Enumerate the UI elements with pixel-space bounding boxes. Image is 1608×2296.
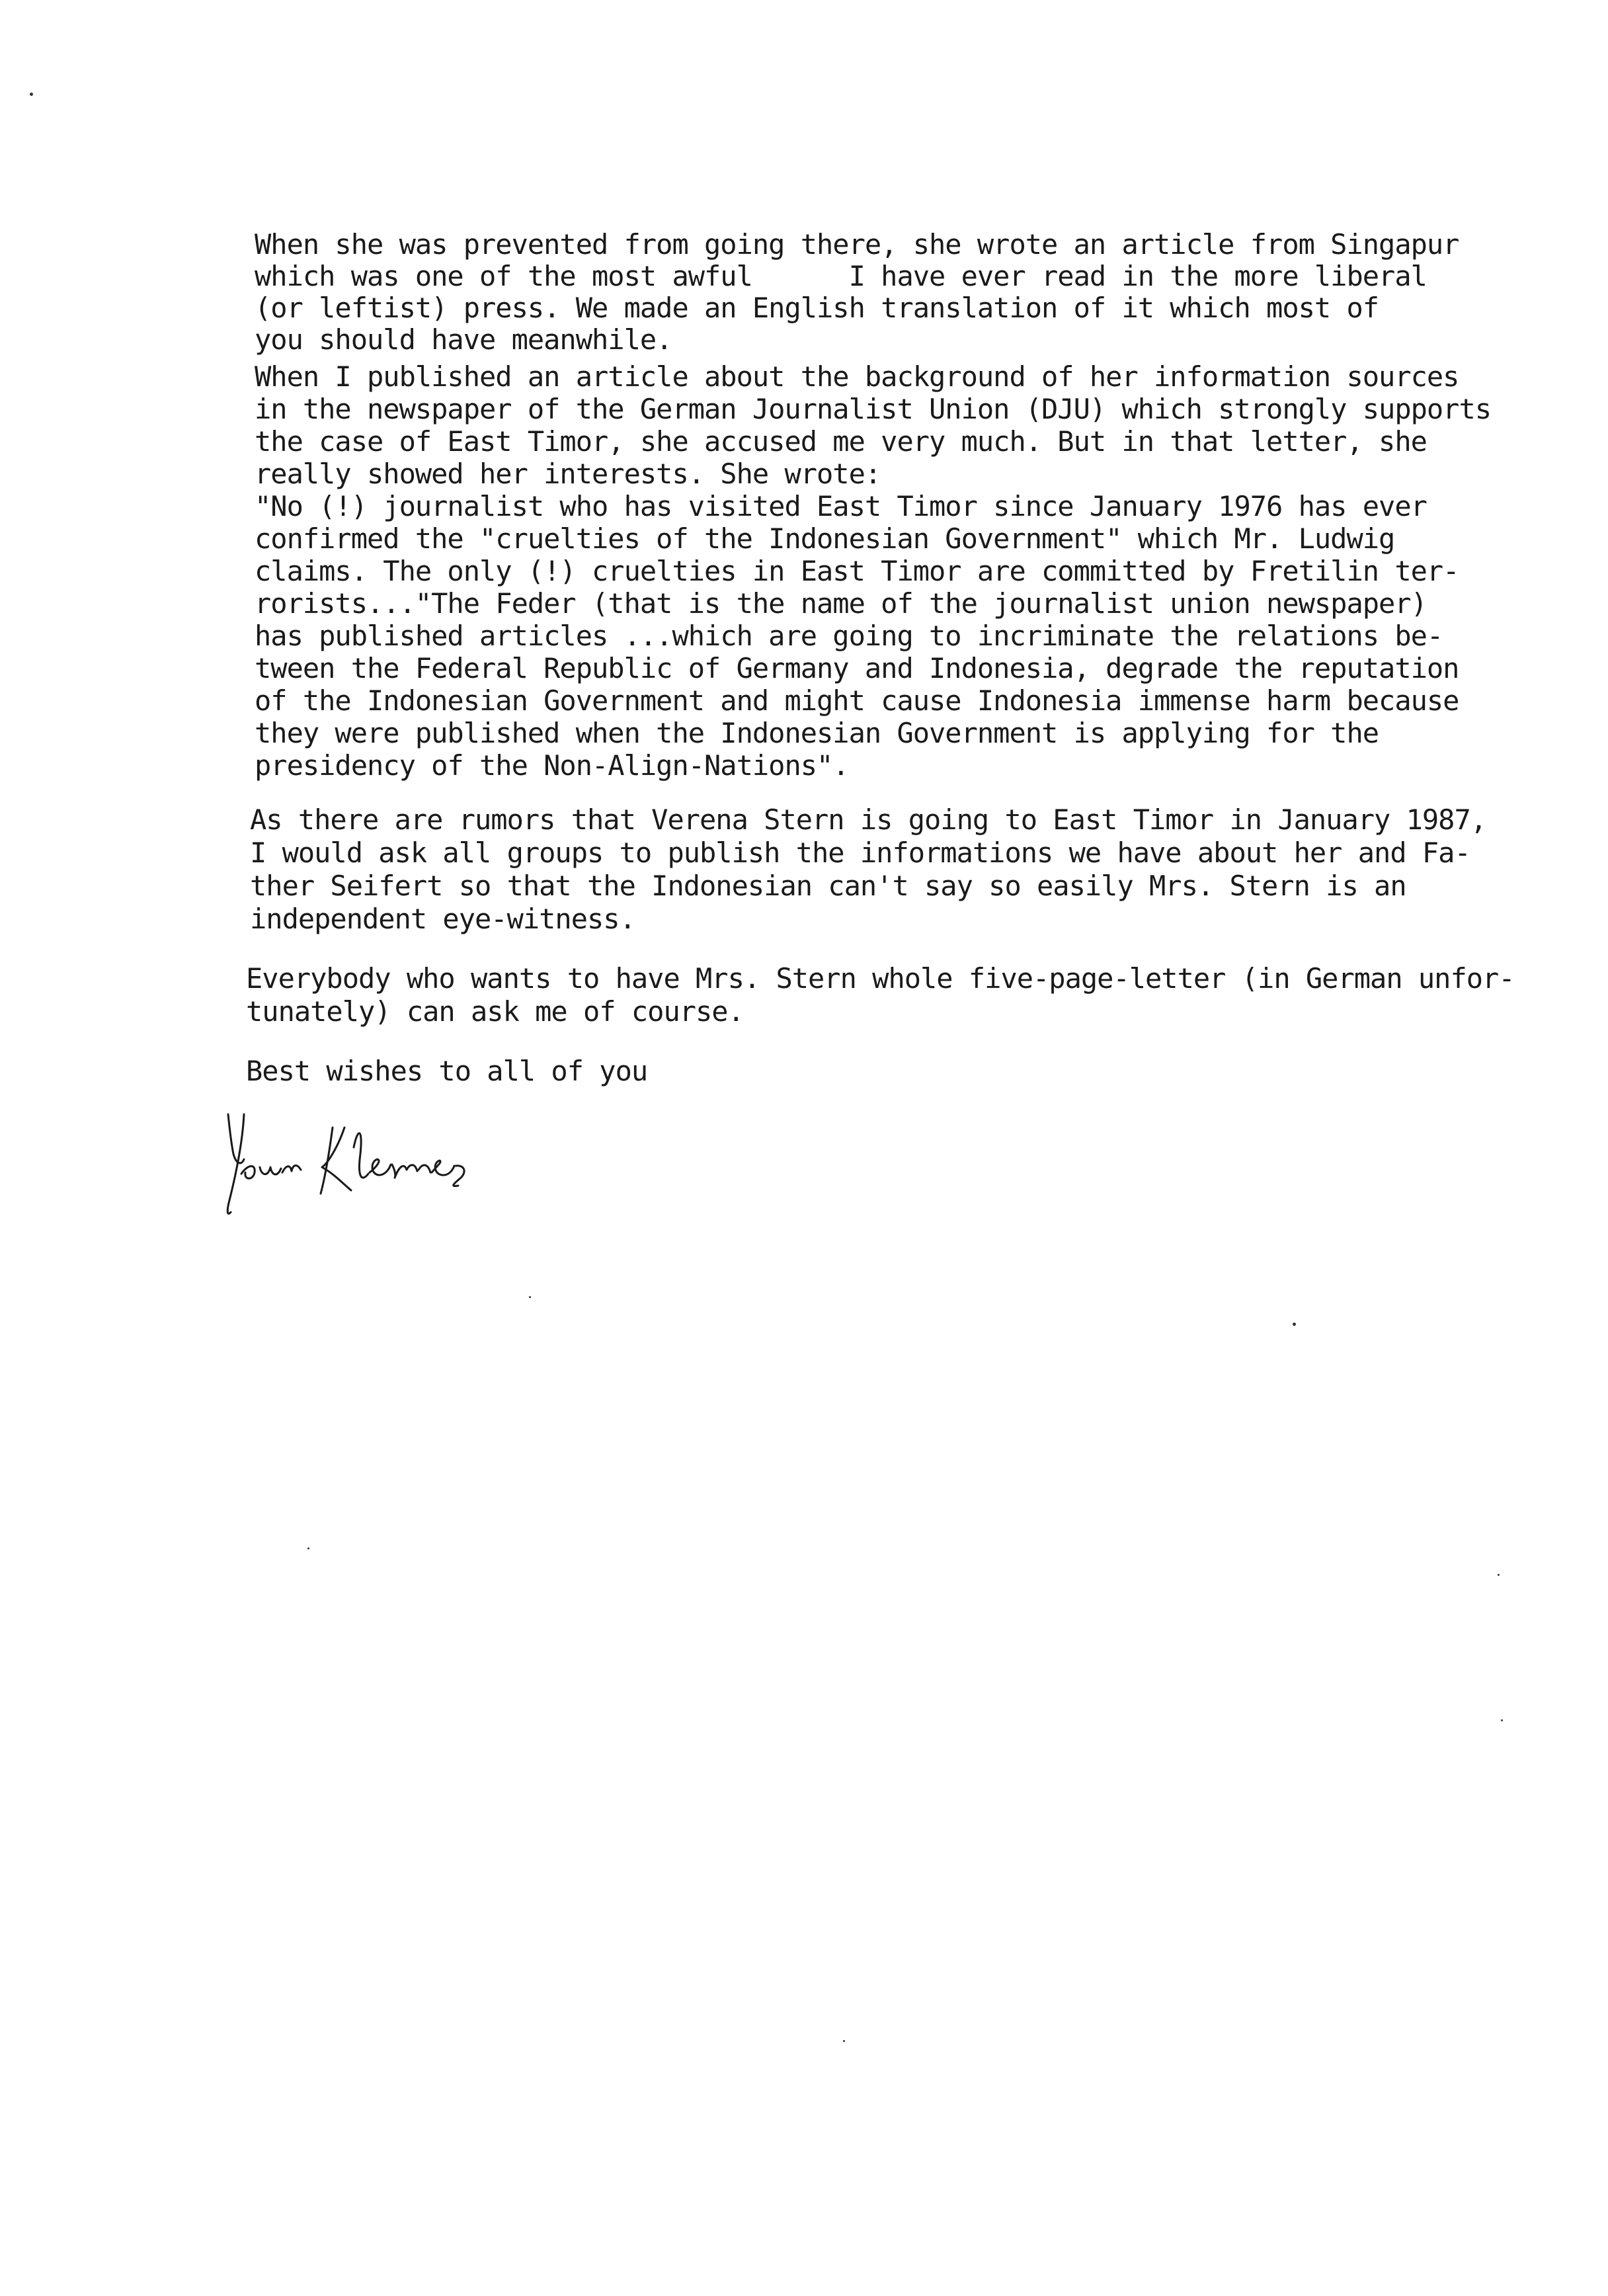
text-line: (or leftist) press. We made an English translation of it which most of <box>255 292 1379 324</box>
handwritten-signature <box>221 1101 539 1233</box>
text-line: Everybody who wants to have Mrs. Stern whole five-page-letter (in German unfor- <box>246 962 1515 995</box>
scan-speck <box>843 2040 845 2042</box>
text-line: tween the Federal Republic of Germany and Indonesia, degrade the reputation <box>255 652 1459 684</box>
text-line: you should have meanwhile. <box>255 323 672 356</box>
text-line: ther Seifert so that the Indonesian can't say so easily Mrs. Stern is an <box>250 870 1406 902</box>
text-line: independent eye-witness. <box>250 903 635 935</box>
text-line: has published articles ...which are going to incriminate the relations be- <box>255 620 1443 652</box>
scan-speck <box>1501 1719 1503 1721</box>
scan-speck <box>1293 1323 1296 1326</box>
scan-speck <box>30 93 33 96</box>
text-line: of the Indonesian Government and might cause Indonesia immense harm because <box>255 684 1459 717</box>
text-line: the case of East Timor, she accused me very much. But in that letter, she <box>255 425 1427 458</box>
text-line: tunately) can ask me of course. <box>246 995 744 1028</box>
text-line: claims. The only (!) cruelties in East Timor are committed by Fretilin ter- <box>255 555 1459 587</box>
text-line: which was one of the most awful I have ever read in the more liberal <box>255 260 1427 292</box>
text-line: I would ask all groups to publish the informations we have about her and Fa- <box>250 837 1470 869</box>
text-line: they were published when the Indonesian Government is applying for the <box>255 717 1379 749</box>
text-line: When she was prevented from going there, she wrote an article from Singapur <box>255 228 1459 261</box>
text-line: When I published an article about the background of her information sources <box>255 360 1459 393</box>
text-line: in the newspaper of the German Journalist Union (DJU) which strongly supports <box>255 393 1492 425</box>
scan-speck <box>1498 1574 1500 1576</box>
scan-speck <box>307 1547 309 1549</box>
text-line: presidency of the Non-Align-Nations". <box>255 749 849 782</box>
text-line: rorists..."The Feder (that is the name of the journalist union newspaper) <box>255 587 1427 620</box>
signature-text: Yours Klemens <box>221 1101 227 1102</box>
text-line: confirmed the "cruelties of the Indonesian Government" which Mr. Ludwig <box>255 522 1395 555</box>
text-line: "No (!) journalist who has visited East Timor since January 1976 has ever <box>255 490 1427 522</box>
text-line: really showed her interests. She wrote: <box>255 458 881 490</box>
closing-text: Best wishes to all of you <box>246 1055 648 1087</box>
scan-speck <box>529 1296 531 1298</box>
text-line: As there are rumors that Verena Stern is going to East Timor in January 1987, <box>250 803 1487 836</box>
